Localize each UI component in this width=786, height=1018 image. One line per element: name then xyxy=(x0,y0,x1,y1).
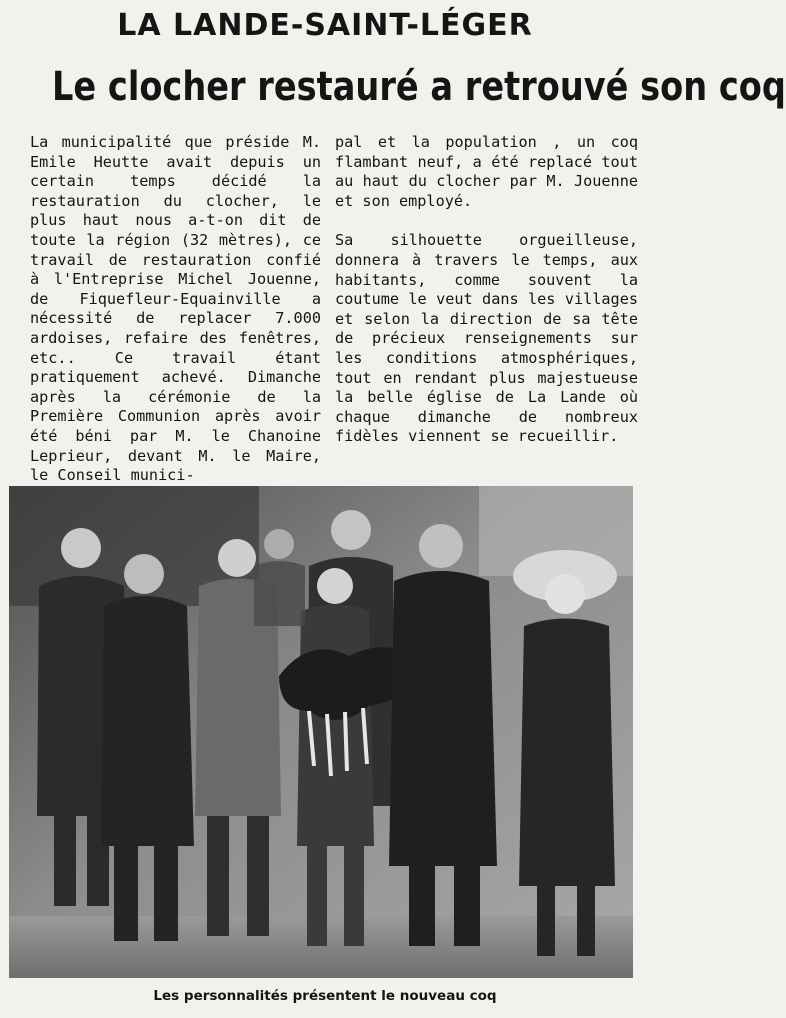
article-column-right xyxy=(335,133,638,447)
group-photo-illustration xyxy=(9,486,633,978)
article-headline: Le clocher restauré a retrouvé son coq xyxy=(52,64,786,110)
article-kicker: LA LANDE-SAINT-LÉGER xyxy=(117,8,533,43)
article-paragraph-1: La municipalité que préside M. Emile Heutte avait depuis un certain temps décidé la restauration du clocher, le plus haut nous a-t-on dit de toute la région (32 mètres), ce travail de restauration confié à l'Entreprise Michel Jouenne, de Fiquefleur-Equainville a nécessité de replacer 7.000 ardoises, refaire des fenêtres, etc.. Ce travail étant pratiquement achevé. Dimanche après la cérémonie de la Première Communion après avoir été béni par M. le Chanoine Leprieur, devant M. le Maire, le Conseil munici- xyxy=(30,133,321,485)
article-paragraph-2: Sa silhouette orgueilleuse, donnera à travers le temps, aux habitants, comme souvent la coutume le veut dans les villages et selon la direction de sa tête de précieux renseignements sur les conditions atmosphériques, tout en rendant plus majestueuse la belle église de La Lande où chaque dimanche de nombreux fidèles viennent se recueillir. xyxy=(335,231,638,446)
article-paragraph-1-continued: pal et la population , un coq flambant neuf, a été replacé tout au haut du clocher par M. Jouenne et son employé. xyxy=(335,133,638,210)
article-column-left xyxy=(30,133,321,486)
article-photo xyxy=(9,486,633,978)
photo-caption: Les personnalités présentent le nouveau coq xyxy=(153,988,497,1004)
